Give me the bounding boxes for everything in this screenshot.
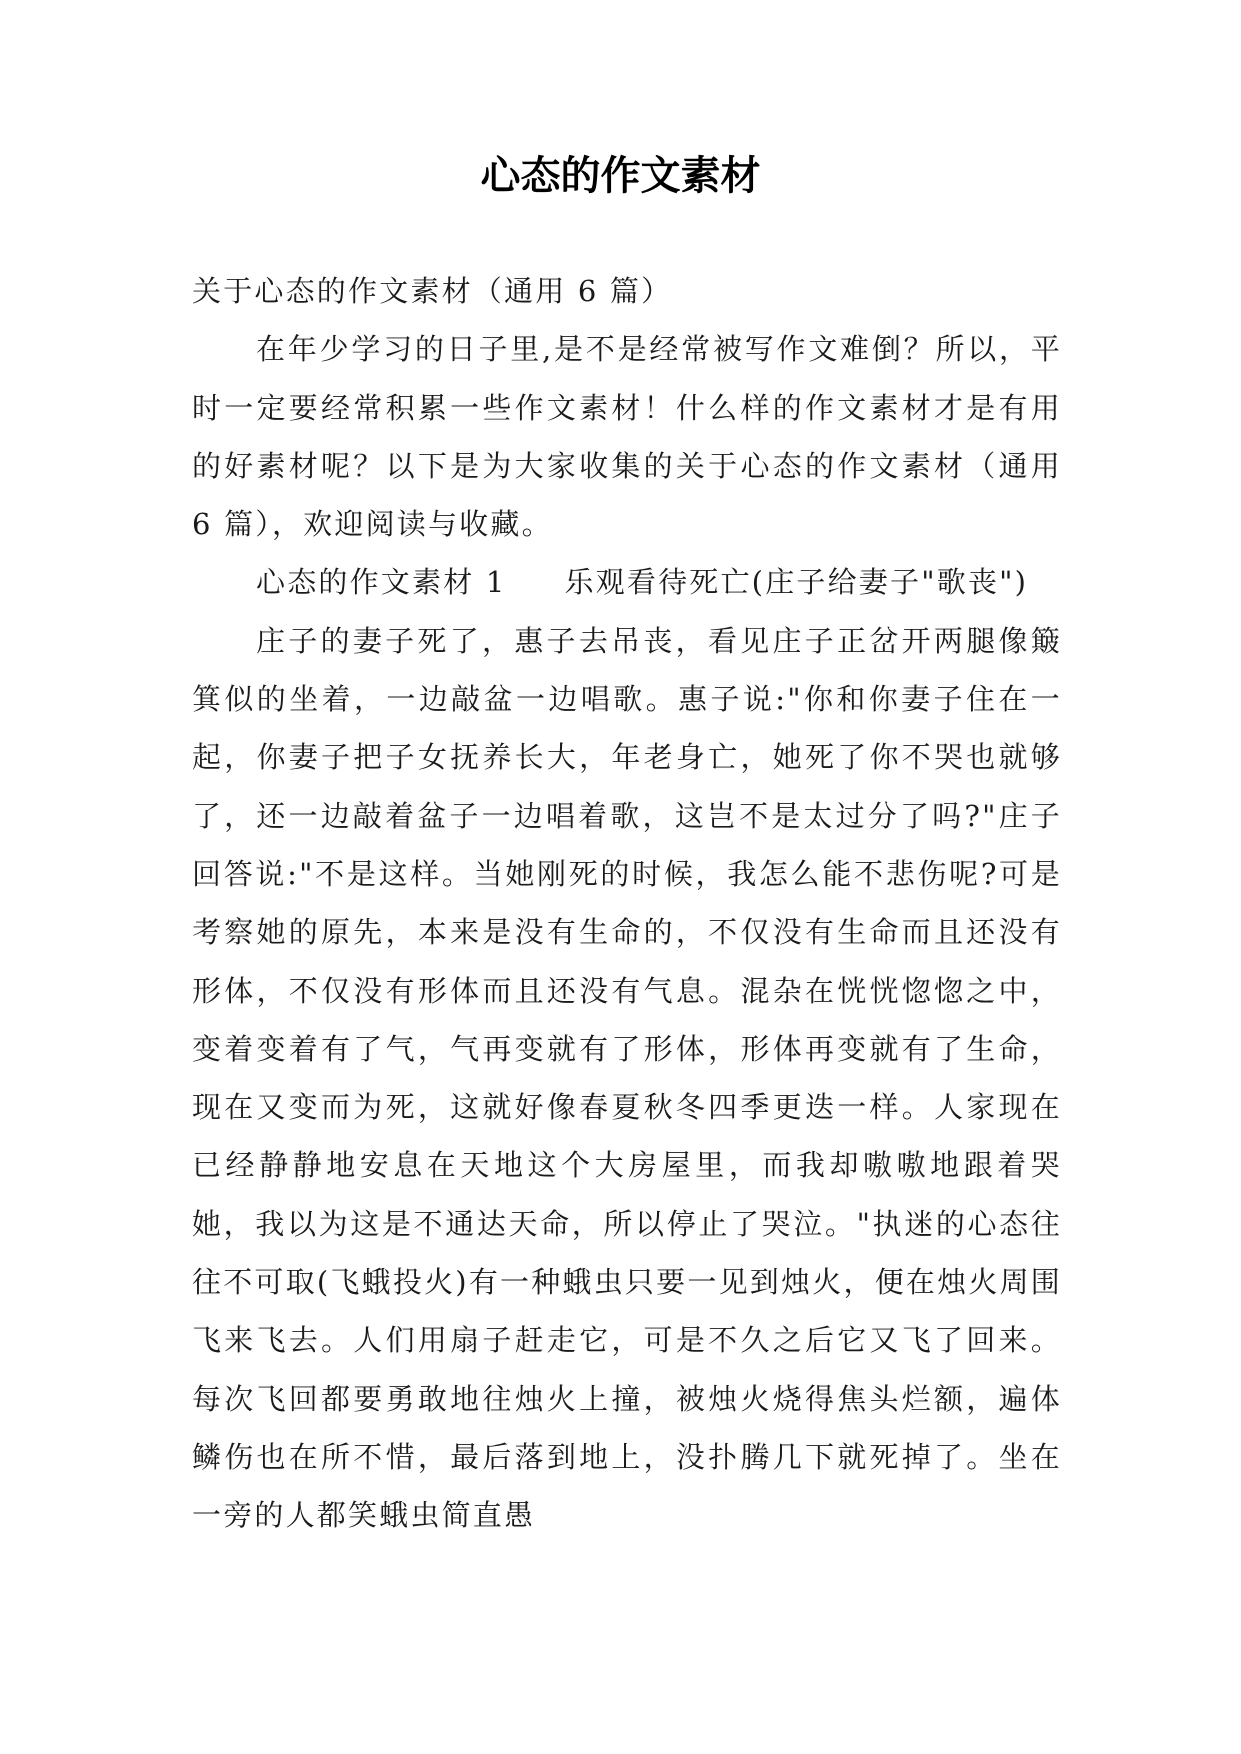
section-1-heading xyxy=(192,553,1062,611)
document-title: 心态的作文素材 xyxy=(480,153,761,199)
document-body xyxy=(192,262,1062,1545)
intro-paragraph: 在年少学习的日子里,是不是经常被写作文难倒？所以，平时一定要经常积累一些作文素材！什么样的作文素材才是有用的好素材呢？以下是为大家收集的关于心态的作文素材（通用 6 篇），欢迎阅读与收藏。 xyxy=(192,332,1062,542)
section-1-subtitle: 乐观看待死亡(庄子给妻子"歌丧") xyxy=(564,565,1029,600)
intro-heading: 关于心态的作文素材（通用 6 篇） xyxy=(192,274,673,308)
section-1-label: 心态的作文素材 1 xyxy=(256,565,507,600)
section-1-body: 庄子的妻子死了，惠子去吊丧，看见庄子正岔开两腿像簸箕似的坐着，一边敲盆一边唱歌。惠子说:"你和你妻子住在一起，你妻子把子女抚养长大，年老身亡，她死了你不哭也就够了，还一边敲着盆子一边唱着歌，这岂不是太过分了吗?"庄子回答说:"不是这样。当她刚死的时候，我怎么能不悲伤呢?可是考察她的原先，本来是没有生命的，不仅没有生命而且还没有形体，不仅没有形体而且还没有气息。混杂在恍恍惚惚之中，变着变着有了气，气再变就有了形体，形体再变就有了生命，现在又变而为死，这就好像春夏秋冬四季更迭一样。人家现在已经静静地安息在天地这个大房屋里，而我却嗷嗷地跟着哭她，我以为这是不通达天命，所以停止了哭泣。"执迷的心态往往不可取(飞蛾投火)有一种蛾虫只要一见到烛火，便在烛火周围飞来飞去。人们用扇子赶走它，可是不久之后它又飞了回来。每次飞回都要勇敢地往烛火上撞，被烛火烧得焦头烂额，遍体鳞伤也在所不惜，最后落到地上，没扑腾几下就死掉了。坐在一旁的人都笑蛾虫简直愚 xyxy=(192,623,1062,1533)
